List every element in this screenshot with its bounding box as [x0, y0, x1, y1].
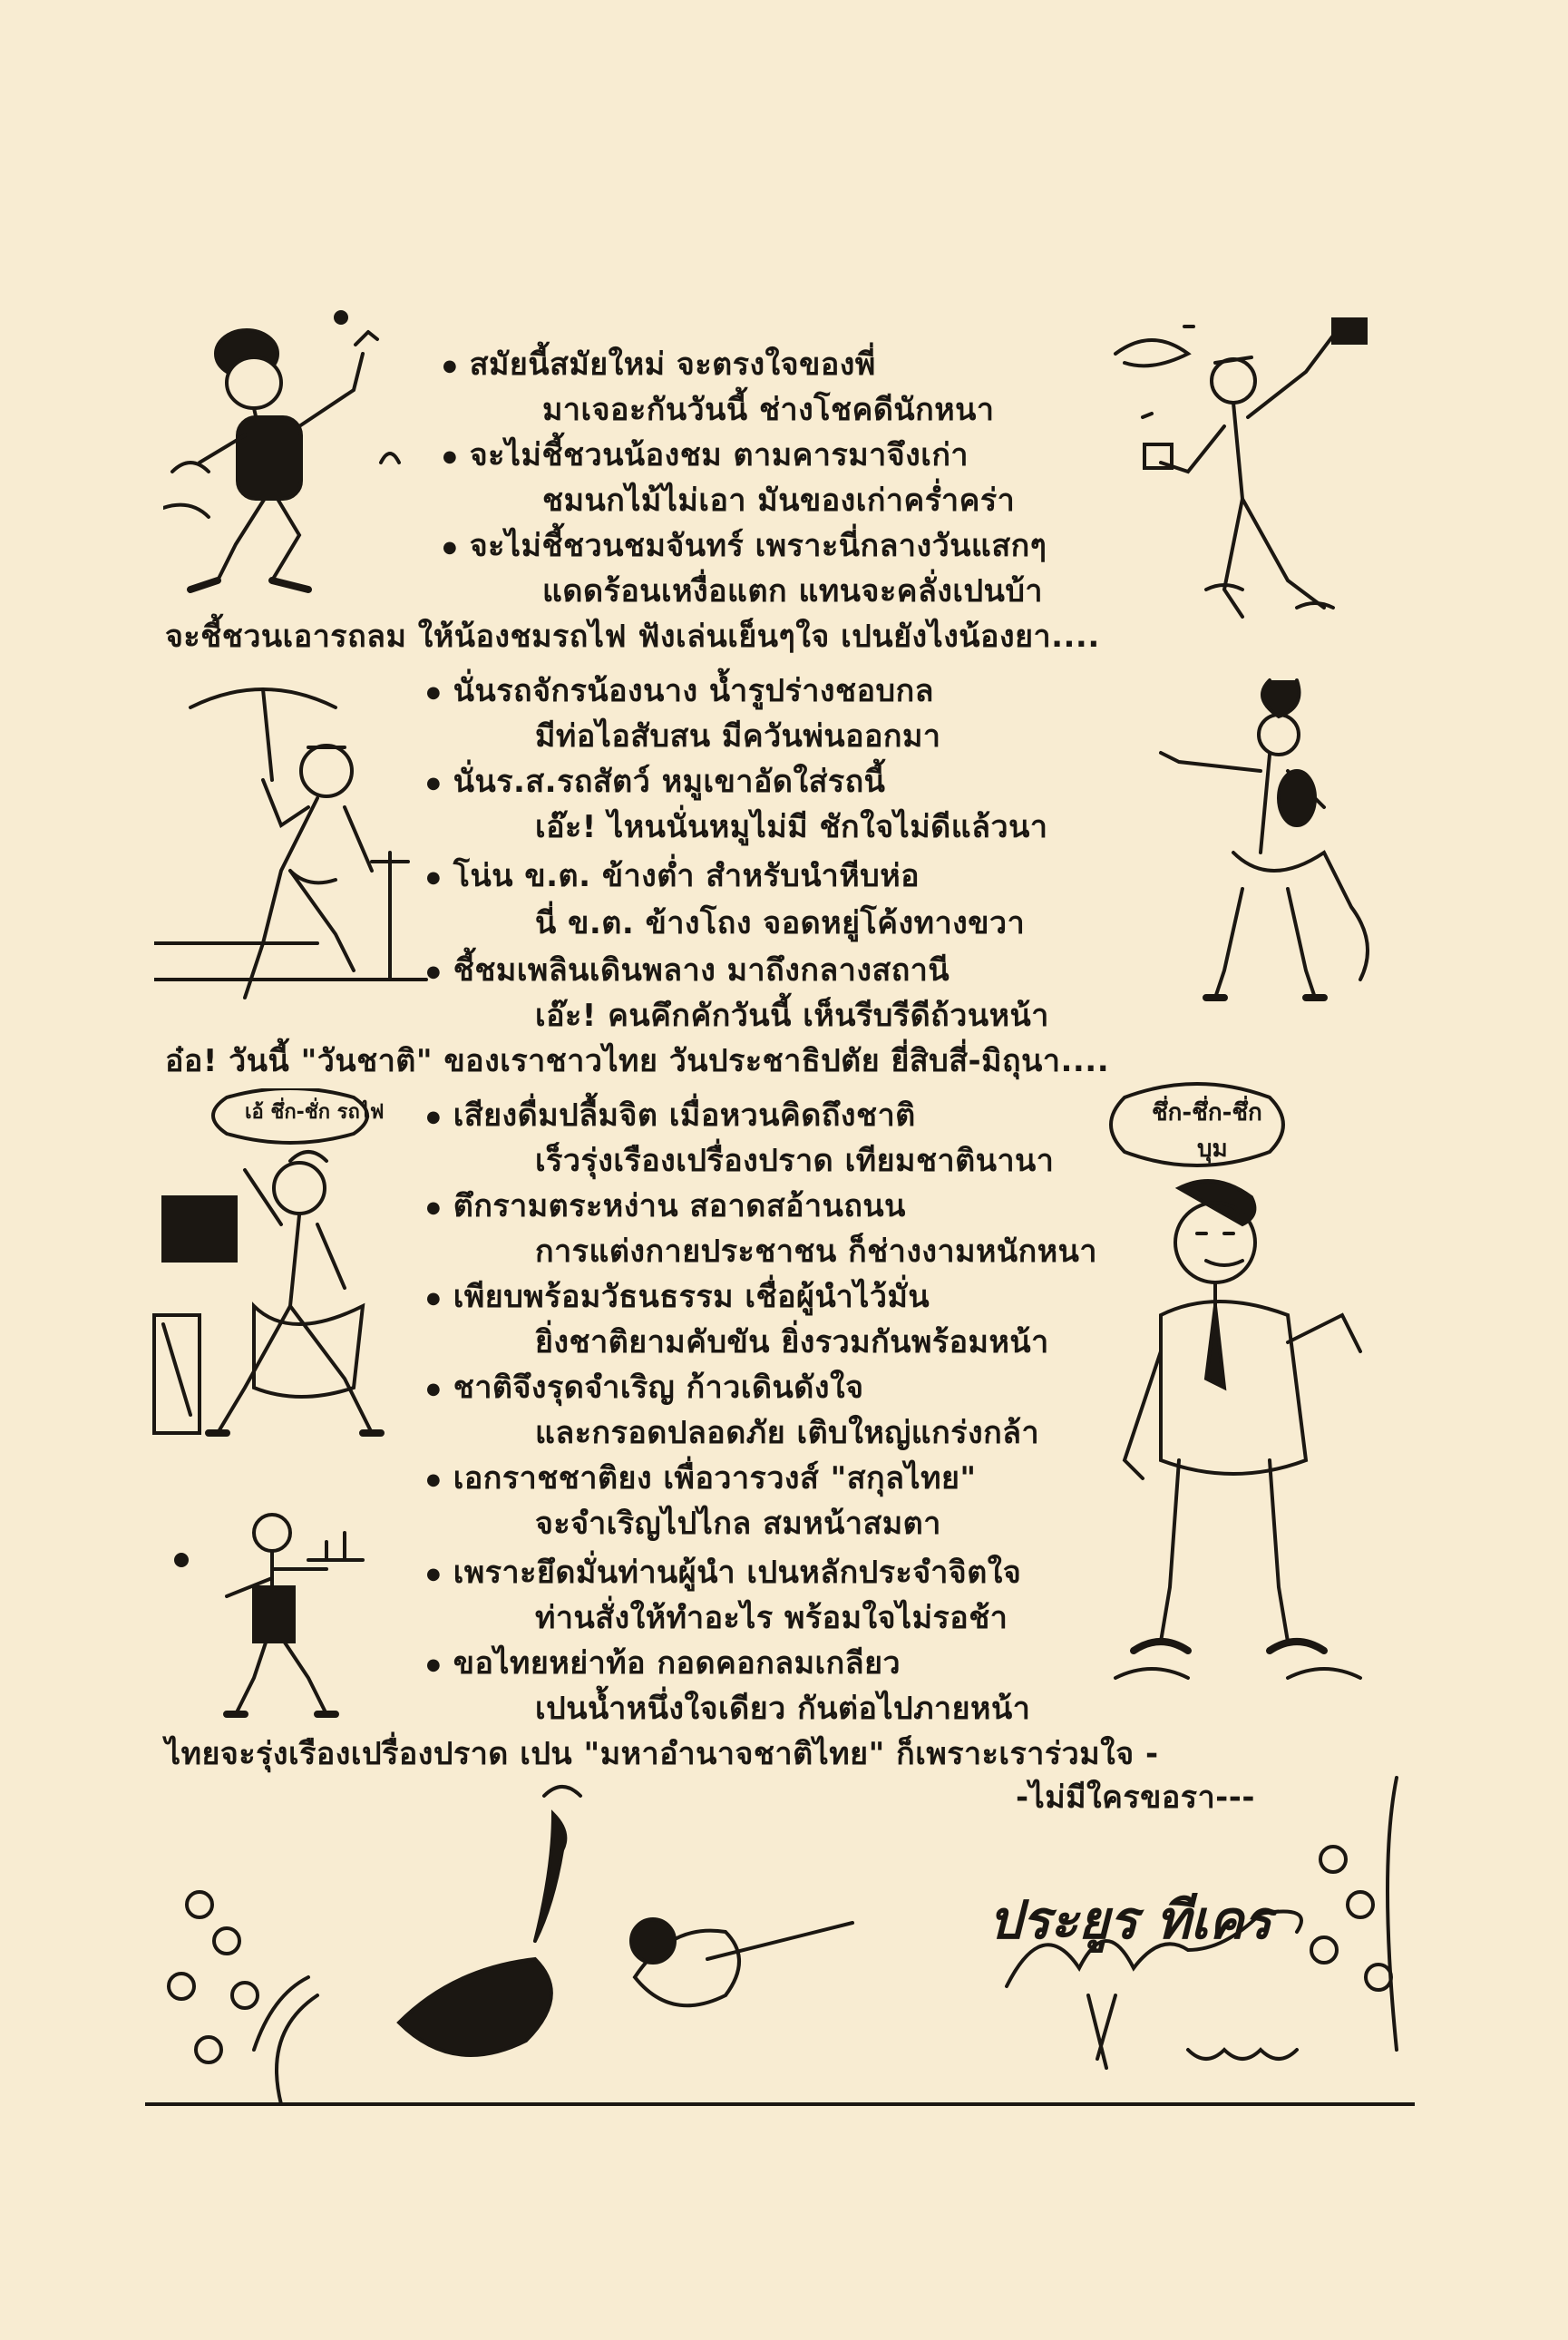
poem-line: ไทยจะรุ่งเรืองเปรื่องปราด เปน "มหาอำนาจชาติไทย" ก็เพราะเราร่วมใจ - [165, 1736, 1159, 1772]
poem-line: ● ชี้ชมเพลินเดินพลาง มาถึงกลางสถานี [426, 952, 950, 990]
poem-line: ● เพราะยึดมั่นท่านผู้นำ เปนหลักประจำจิตใจ [426, 1555, 1021, 1593]
poem-line: ชมนกไม้ไม่เอา มันของเก่าคร่ำคร่า [542, 483, 1016, 519]
poem-line: เอ๊ะ! ไหนนั่นหมูไม่มี ชักใจไม่ดีแล้วนา [535, 809, 1048, 845]
poem-line: ● ตึกรามตระหง่าน สอาดสอ้านถนน [426, 1188, 906, 1226]
poem-line: อ๋อ! วันนี้ "วันชาติ" ของเราชาวไทย วันประชาธิปตัย ยี่สิบสี่-มิถุนา.... [165, 1043, 1110, 1079]
poem-line: ● เพียบพร้อมวัธนธรรม เชื่อผู้นำไว้มั่น [426, 1279, 930, 1317]
poem-line: เร็วรุ่งเรืองเปรื่องปราด เทียมชาตินานา [535, 1143, 1055, 1179]
railway-worker-illustration [154, 671, 435, 1016]
dancer-illustration [1152, 671, 1406, 1034]
poem-line: จะชี้ชวนเอารถลม ให้น้องชมรถไฟ ฟังเล่นเย็นๆใจ เปนยังไงน้องยา.... [165, 619, 1100, 655]
poem-line: การแต่งกายประชาชน ก็ช่างงามหนักหนา [535, 1233, 1098, 1270]
poem-line: ● จะไม่ชี้ชวนชมจันทร์ เพราะนี่กลางวันแสกๆ [443, 528, 1047, 566]
speech-bubble-text: บุม [1197, 1136, 1228, 1163]
flower-icon [1311, 1847, 1391, 1990]
poem-line: แดดร้อนเหงื่อแตก แทนจะคลั่งเปนบ้า [542, 573, 1044, 609]
woman-with-bag-illustration [145, 1088, 435, 1469]
flower-icon [169, 1892, 258, 2062]
man-with-flag-illustration [1088, 317, 1397, 626]
speech-bubble-text: ชึ่ก-ชึ่ก-ชึ่ก [1152, 1099, 1262, 1126]
poem-line: ● โน่น ข.ต. ข้างต่ำ สำหรับนำหีบห่อ [426, 858, 920, 896]
worker-with-wrench-illustration [163, 308, 435, 617]
poem-line: ยิ่งชาติยามคับขัน ยิ่งรวมกันพร้อมหน้า [535, 1324, 1049, 1360]
poem-line: -ไม่มีใครขอรา--- [1016, 1779, 1255, 1816]
signature: ประยูร ทีเคร [989, 1889, 1272, 1951]
poem-line: ● สมัยนี้สมัยใหม่ จะตรงใจของพี่ [443, 346, 876, 385]
poem-line: ● จะไม่ชี้ชวนน้องชม ตามคารมาจึงเก่า [443, 437, 969, 475]
poem-line: จะจำเริญไปไกล สมหน้าสมตา [535, 1506, 941, 1542]
poem-line: มาเจอะกันวันนี้ ช่างโชคดีนักหนา [542, 392, 995, 428]
speech-bubble-text: เอ้ ชึ่ก-ชั่ก รถไฟ [245, 1101, 385, 1124]
poem-line: นี่ ข.ต. ข้างโถง จอดหยู่โค้งทางขวา [535, 905, 1026, 941]
poem-line: เอ๊ะ! คนคึกคักวันนี้ เห็นรีบรีดีถ้วนหน้า [535, 998, 1049, 1034]
poem-line: มีท่อไอสับสน มีควันพ่นออกมา [535, 718, 941, 755]
poem-line: ● เอกราชชาติยง เพื่อวารวงส์ "สกุลไทย" [426, 1460, 977, 1498]
poem-line: เปนน้ำหนึ่งใจเดียว กันต่อไปภายหน้า [535, 1691, 1031, 1727]
poem-line: ท่านสั่งให้ทำอะไร พร้อมใจไม่รอช้า [535, 1600, 1008, 1636]
waiter-illustration [172, 1506, 399, 1732]
poem-line: ● นั่นร.ส.รถสัตว์ หมูเขาอัดใส่รถนี้ [426, 764, 885, 802]
poem-line: ● ขอไทยหย่าท้อ กอดคอกลมเกลียว [426, 1645, 901, 1683]
poem-line: ● ชาติจึงรุดจำเริญ ก้าวเดินดังใจ [426, 1370, 863, 1408]
poem-line: และกรอดปลอดภัย เติบใหญ่แกร่งกล้า [535, 1415, 1040, 1451]
poem-line: ● เสียงดื่มปลื้มจิต เมื่อหวนคิดถึงชาติ [426, 1097, 916, 1136]
big-man-illustration [1106, 1079, 1433, 1705]
poem-line: ● นั่นรถจักรน้องนาง น้ำรูปร่างชอบกล [426, 673, 934, 711]
